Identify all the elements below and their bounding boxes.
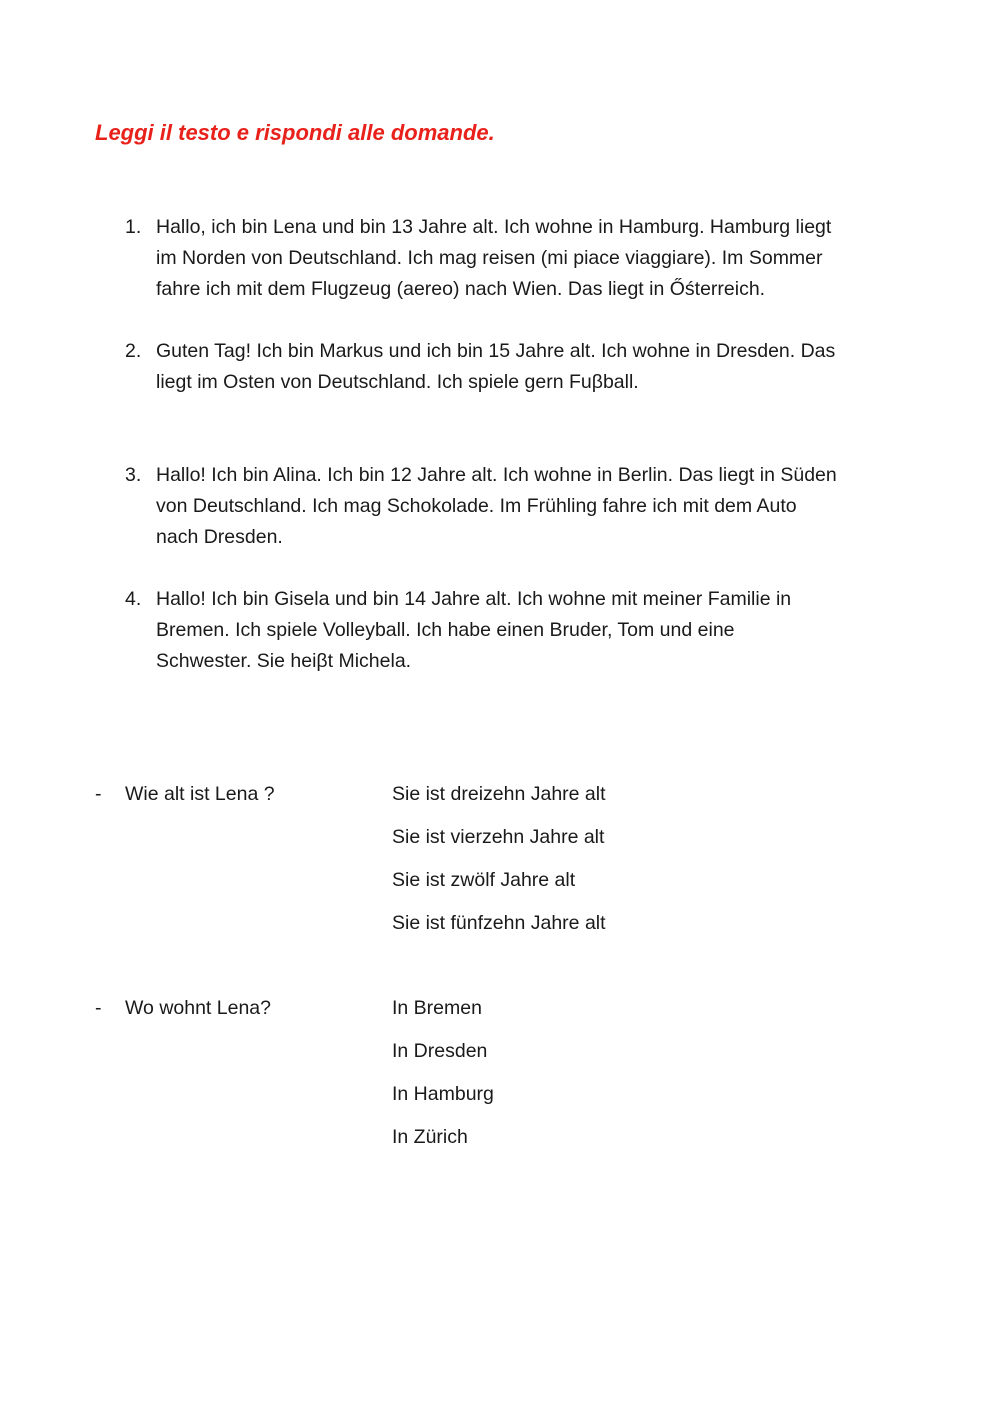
text-line: Schwester. Sie heiβt Michela.: [156, 650, 412, 672]
text-number: 3.: [125, 464, 142, 486]
text-body: [156, 212, 915, 305]
answer-option[interactable]: In Hamburg: [392, 1083, 494, 1105]
question-bullet: -: [95, 783, 102, 805]
text-line: liegt im Osten von Deutschland. Ich spiele gern Fuβball.: [156, 371, 639, 393]
text-number: 4.: [125, 588, 142, 610]
text-body: [156, 584, 915, 677]
text-line: Hallo! Ich bin Gisela und bin 14 Jahre alt. Ich wohne mit meiner Familie in: [156, 588, 792, 610]
answer-option[interactable]: Sie ist vierzehn Jahre alt: [392, 826, 605, 848]
answer-option[interactable]: In Zürich: [392, 1126, 468, 1148]
text-line: im Norden von Deutschland. Ich mag reisen (mi piace viaggiare). Im Sommer: [156, 247, 823, 269]
answer-option[interactable]: Sie ist zwölf Jahre alt: [392, 869, 576, 891]
answer-option[interactable]: In Dresden: [392, 1040, 488, 1062]
text-number: 1.: [125, 216, 142, 238]
text-item: [125, 584, 915, 677]
text-number: 2.: [125, 340, 142, 362]
text-line: von Deutschland. Ich mag Schokolade. Im Frühling fahre ich mit dem Auto: [156, 495, 797, 517]
question-bullet: -: [95, 997, 102, 1019]
text-line: Bremen. Ich spiele Volleyball. Ich habe einen Bruder, Tom und eine: [156, 619, 735, 641]
answer-option[interactable]: Sie ist fünfzehn Jahre alt: [392, 912, 606, 934]
text-item: [125, 336, 915, 398]
text-item: [125, 460, 915, 553]
text-body: [156, 336, 915, 398]
answer-options: [392, 782, 606, 954]
answer-option[interactable]: In Bremen: [392, 997, 482, 1019]
answer-options: [392, 996, 494, 1168]
text-line: Hallo, ich bin Lena und bin 13 Jahre alt. Ich wohne in Hamburg. Hamburg liegt: [156, 216, 832, 238]
question-text: Wo wohnt Lena?: [125, 997, 271, 1019]
text-body: [156, 460, 915, 553]
text-line: Hallo! Ich bin Alina. Ich bin 12 Jahre alt. Ich wohne in Berlin. Das liegt in Süden: [156, 464, 837, 486]
text-line: nach Dresden.: [156, 526, 283, 548]
text-line: Guten Tag! Ich bin Markus und ich bin 15 Jahre alt. Ich wohne in Dresden. Das: [156, 340, 836, 362]
page-title: Leggi il testo e rispondi alle domande.: [95, 120, 495, 145]
text-item: [125, 212, 915, 305]
answer-option[interactable]: Sie ist dreizehn Jahre alt: [392, 783, 606, 805]
question-text: Wie alt ist Lena ?: [125, 783, 275, 805]
text-line: fahre ich mit dem Flugzeug (aereo) nach Wien. Das liegt in Őśterreich.: [156, 278, 766, 300]
